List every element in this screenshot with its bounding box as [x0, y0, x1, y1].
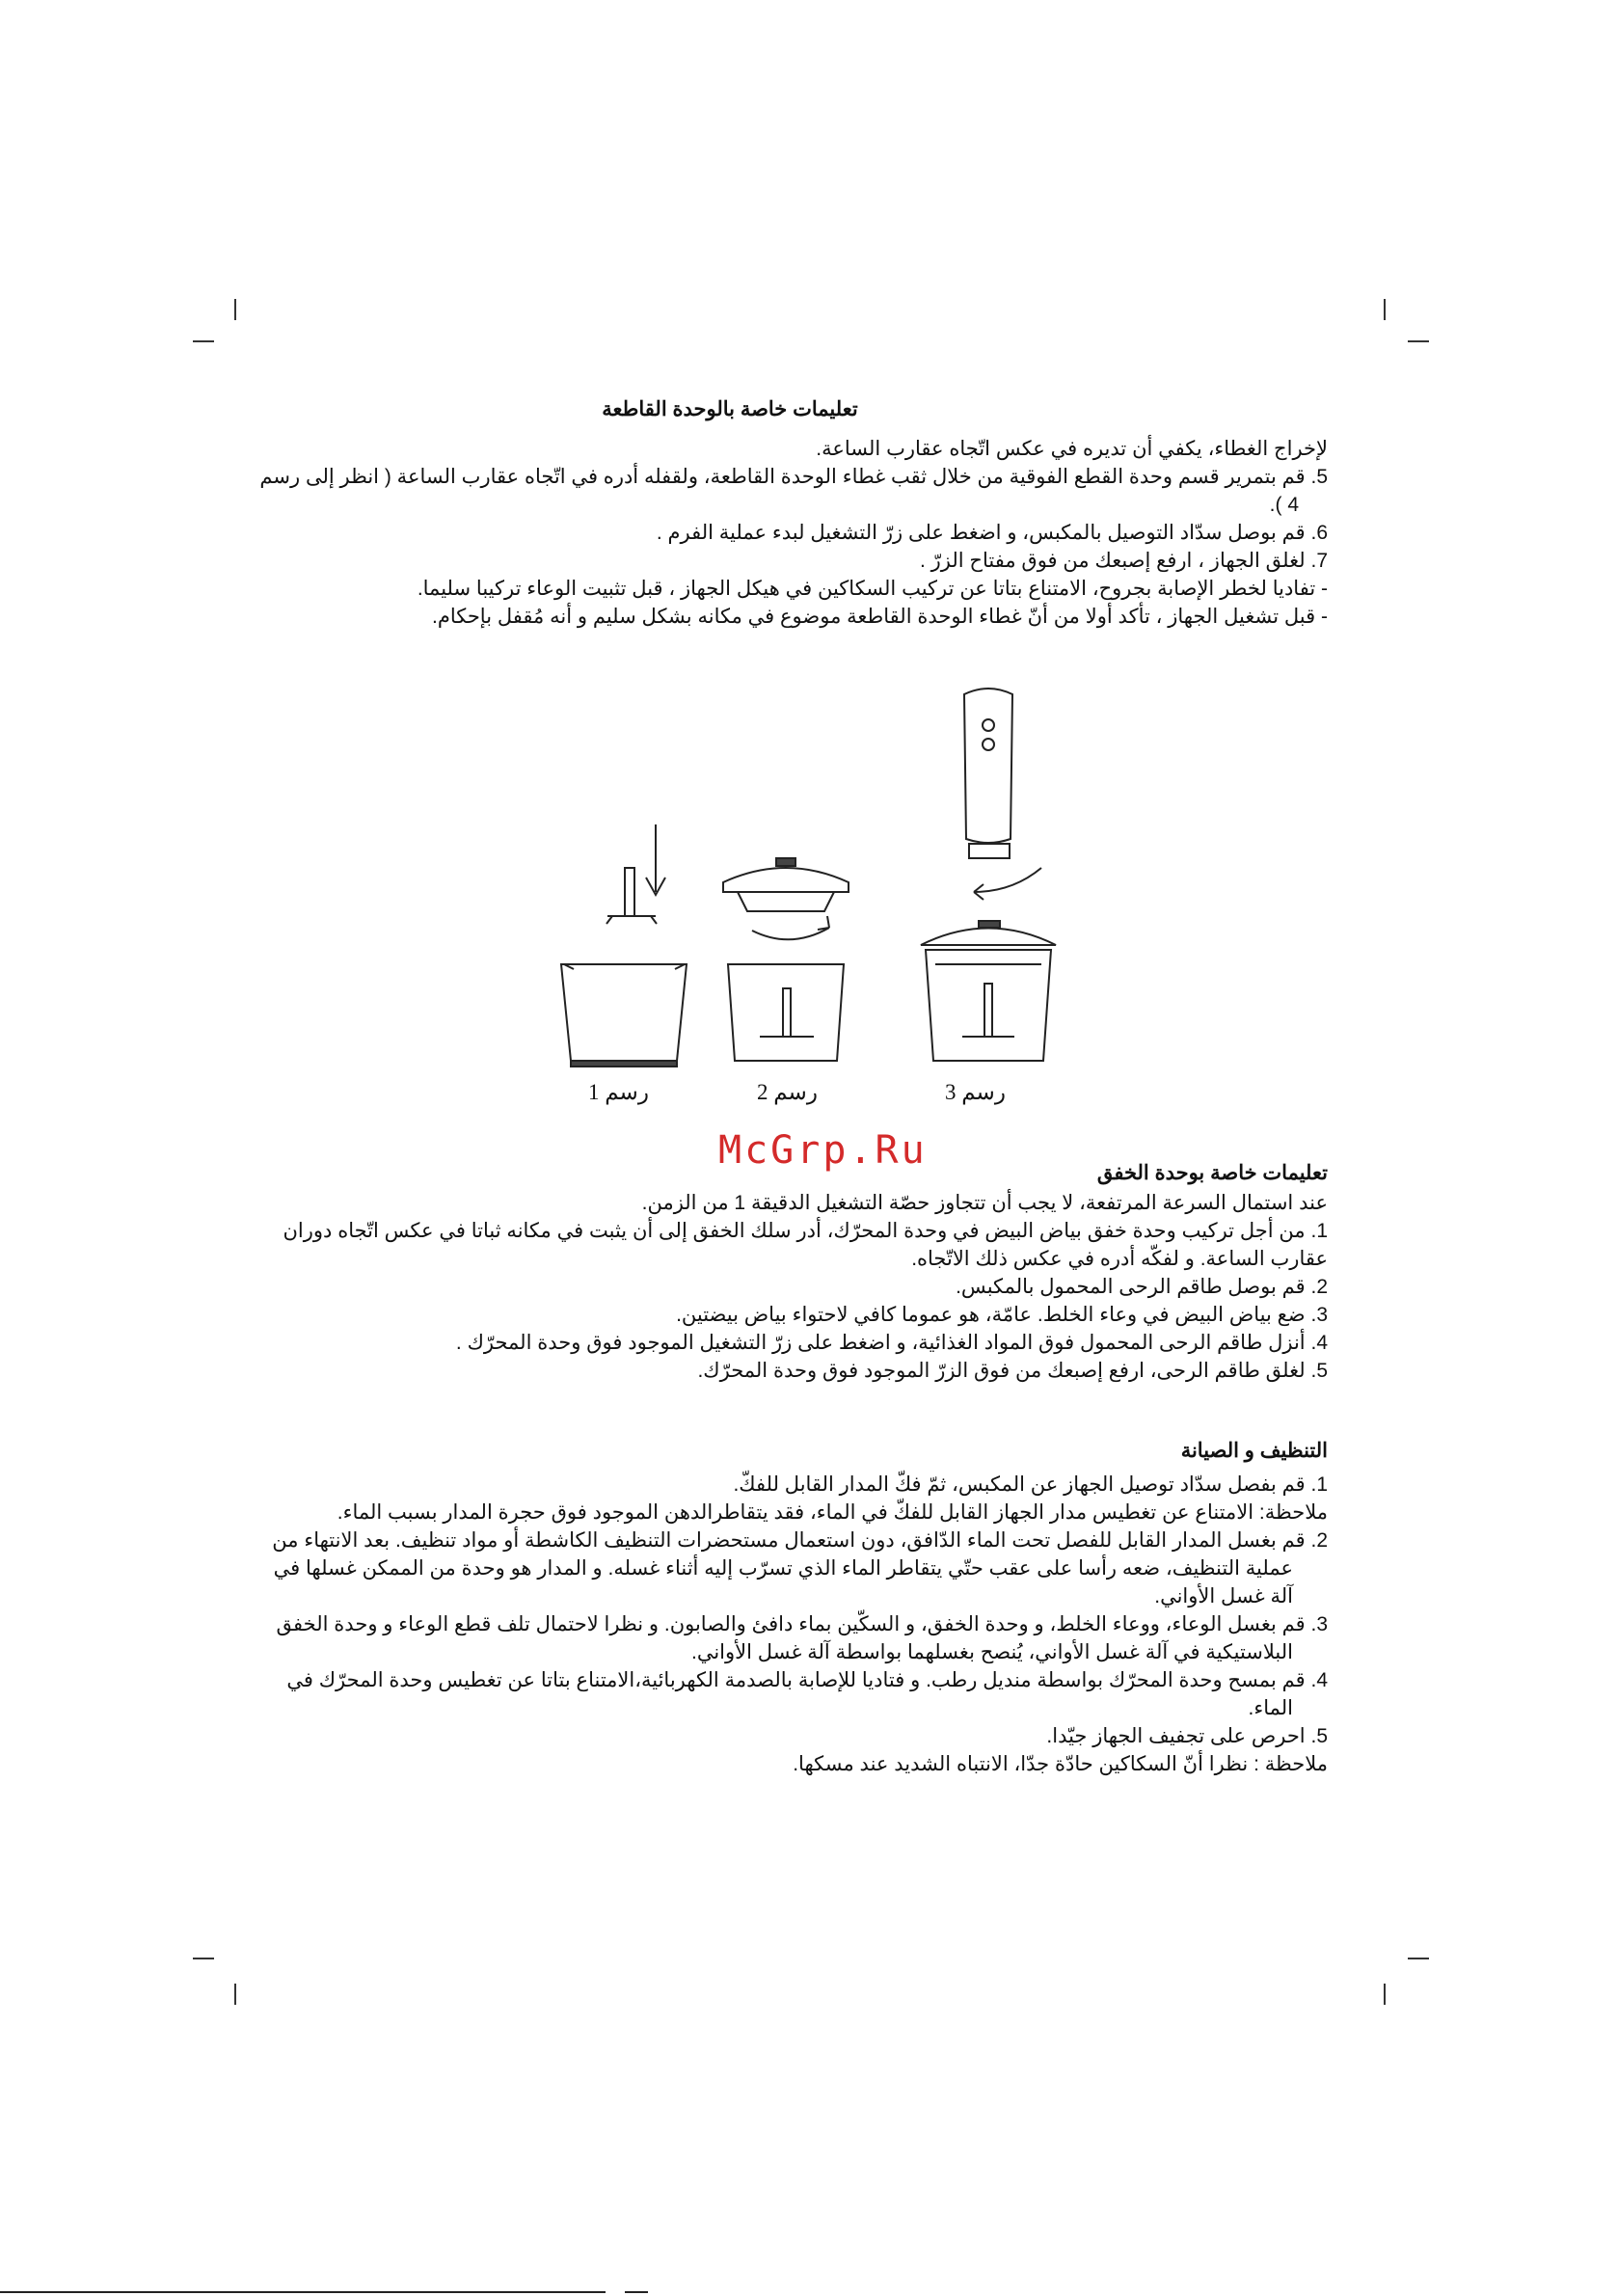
bottom-rule	[625, 2291, 648, 2293]
bottom-rule	[0, 2291, 606, 2293]
text-line: 2. قم بغسل المدار القابل للفصل تحت الماء الدّافق، دون استعمال مستحضرات التنظيف الكاشطة أو مواد تنظيف. بعد الانتهاء من عملية التنظيف، ضعه رأسا على عقب حتّي يتقاطر الماء الذي تسرّب إليه أثناء غسله. و المدار هو وحدة من الممكن غسلها في آلة غسل الأواني.	[272, 1529, 1328, 1607]
crop-mark	[193, 1958, 214, 1959]
figure-label: رسم 1	[588, 1080, 649, 1104]
section-cutting-unit	[257, 397, 1328, 631]
figure-label: رسم 2	[757, 1080, 818, 1104]
crop-mark	[1384, 299, 1386, 320]
text-line: 4. قم بمسح وحدة المحرّك بواسطة منديل رطب. و فتاديا للإصابة بالصدمة الكهربائية،الامتناع بتاتا عن تغطيس وحدة المحرّك في الماء.	[286, 1669, 1328, 1719]
text-line: 1. من أجل تركيب وحدة خفق بياض البيض في وحدة المحرّك، أدر سلك الخفق إلى أن يثبت في مكانه ثباتا في عكس اتّجاه دوران عقارب الساعة. و لفكّه أدره في عكس ذلك الاتّجاه.	[283, 1220, 1328, 1270]
crop-mark	[234, 299, 236, 320]
text-line: ملاحظة : نظرا أنّ السكاكين حادّة جدّا، الانتباه الشديد عند مسكها.	[793, 1753, 1328, 1775]
crop-mark	[1384, 1984, 1386, 2005]
text-line: - قبل تشغيل الجهاز ، تأكد أولا من أنّ غطاء الوحدة القاطعة موضوع في مكانه بشكل سليم و أنه مُقفل بإحكام.	[431, 606, 1328, 628]
section-cleaning	[257, 1439, 1328, 1778]
text-line: 3. ضع بياض البيض في وعاء الخلط. عامّة، هو عموما كافي لاحتواء بياض بيضتين.	[676, 1304, 1328, 1326]
text-line: 5. قم بتمرير قسم وحدة القطع الفوقية من خلال ثقب غطاء الوحدة القاطعة، ولقفله أدره في اتّجاه عقارب الساعة ( انظر إلى رسم 4 ).	[259, 466, 1328, 516]
text-line: 7. لغلق الجهاز ، ارفع إصبعك من فوق مفتاح الزرّ .	[919, 550, 1328, 572]
figure-1-drawing	[561, 824, 687, 1067]
section-title: التنظيف و الصيانة	[1180, 1440, 1328, 1462]
assembly-figure	[540, 675, 1080, 1119]
section-whisk-unit	[257, 1161, 1328, 1385]
crop-mark	[1408, 1958, 1429, 1959]
text-line: 3. قم بغسل الوعاء، ووعاء الخلط، و وحدة الخفق، و السكّين بماء دافئ والصابون. و نظرا لاحتمال تلف قطع الوعاء و وحدة الخفق البلاستيكية في آلة غسل الأواني، يُنصح بغسلهما بواسطة آلة غسل الأواني.	[276, 1613, 1328, 1663]
assembly-illustration	[540, 675, 1080, 1119]
text-line: 4. أنزل طاقم الرحى المحمول فوق المواد الغذائية، و اضغط على زرّ التشغيل الموجود فوق وحدة المحرّك .	[455, 1332, 1328, 1354]
text-line: 5. لغلق طاقم الرحى، ارفع إصبعك من فوق الزرّ الموجود فوق وحدة المحرّك.	[697, 1360, 1328, 1382]
crop-mark	[193, 340, 214, 342]
figure-label: رسم 3	[945, 1080, 1006, 1104]
text-line: - تفاديا لخطر الإصابة بجروح، الامتناع بتاتا عن تركيب السكاكين في هيكل الجهاز ، قبل تثبيت الوعاء تركيبا سليما.	[417, 578, 1328, 600]
text-line: لإخراج الغطاء، يكفي أن تديره في عكس اتّجاه عقارب الساعة.	[816, 438, 1328, 460]
watermark: McGrp.Ru	[718, 1128, 928, 1173]
crop-mark	[1408, 340, 1429, 342]
section-title: تعليمات خاصة بالوحدة القاطعة	[602, 398, 858, 420]
text-line: 6. قم بوصل سدّاد التوصيل بالمكبس، و اضغط على زرّ التشغيل لبدء عملية الفرم .	[656, 522, 1328, 544]
text-line: 2. قم بوصل طاقم الرحى المحمول بالمكبس.	[956, 1276, 1328, 1298]
figure-2-drawing	[723, 858, 849, 1061]
figure-3-drawing	[921, 689, 1056, 1061]
text-line: 1. قم بفصل سدّاد توصيل الجهاز عن المكبس، ثمّ فكّ المدار القابل للفكّ.	[733, 1473, 1328, 1496]
section-title: تعليمات خاصة بوحدة الخفق	[1096, 1162, 1328, 1184]
text-line: ملاحظة: الامتناع عن تغطيس مدار الجهاز القابل للفكّ في الماء، فقد يتقاطرالدهن الموجود فوق حجرة المدار بسبب الماء.	[337, 1501, 1328, 1524]
crop-mark	[234, 1984, 236, 2005]
text-line: 5. احرص على تجفيف الجهاز جيّدا.	[1046, 1725, 1328, 1747]
text-line: عند استمال السرعة المرتفعة، لا يجب أن تتجاوز حصّة التشغيل الدقيقة 1 من الزمن.	[641, 1192, 1328, 1214]
